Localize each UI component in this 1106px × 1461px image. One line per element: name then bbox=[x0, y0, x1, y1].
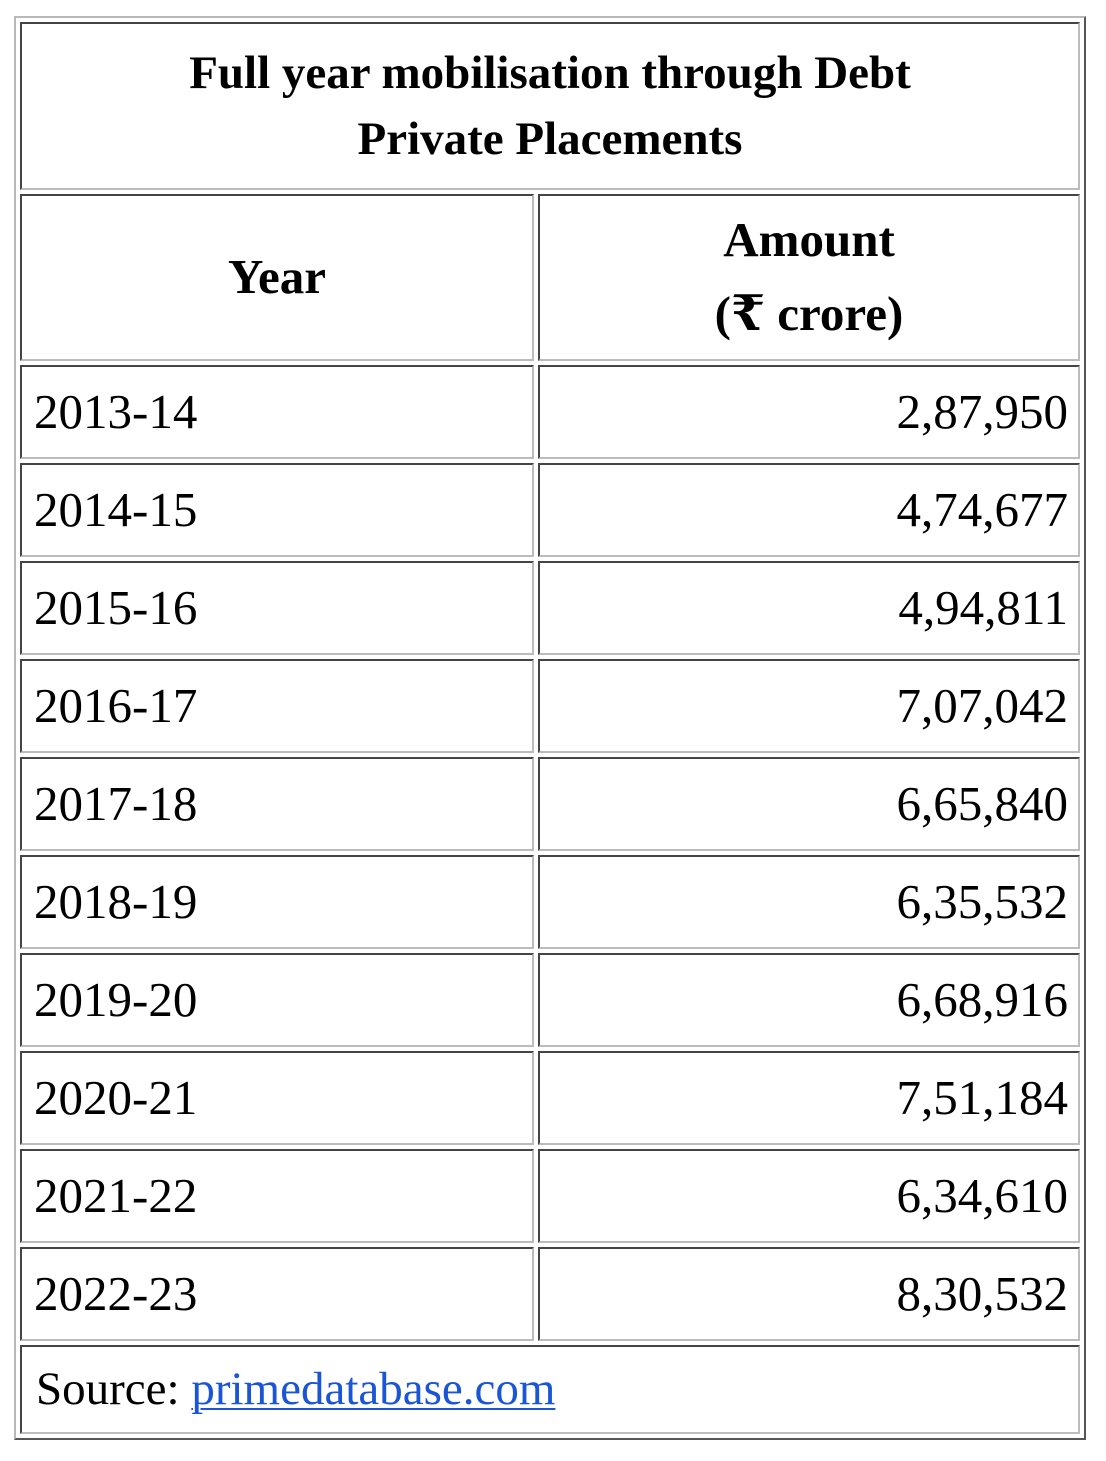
table-row bbox=[20, 1051, 1080, 1145]
table-row bbox=[20, 953, 1080, 1047]
header-amount-line2: (₹ crore) bbox=[714, 286, 904, 342]
amount-cell: 6,65,840 bbox=[538, 757, 1080, 851]
amount-cell: 7,51,184 bbox=[538, 1051, 1080, 1145]
amount-cell: 6,34,610 bbox=[538, 1149, 1080, 1243]
year-cell: 2021-22 bbox=[20, 1149, 534, 1243]
table-title-line1: Full year mobilisation through Debt bbox=[189, 46, 911, 99]
amount-cell: 4,94,811 bbox=[538, 561, 1080, 655]
amount-cell: 6,68,916 bbox=[538, 953, 1080, 1047]
header-amount bbox=[538, 194, 1080, 361]
year-cell: 2017-18 bbox=[20, 757, 534, 851]
table-row bbox=[20, 855, 1080, 949]
amount-cell: 2,87,950 bbox=[538, 365, 1080, 459]
table-row bbox=[20, 659, 1080, 753]
title-row bbox=[20, 22, 1080, 190]
table-row bbox=[20, 561, 1080, 655]
table-row bbox=[20, 365, 1080, 459]
header-year bbox=[20, 194, 534, 361]
year-cell: 2020-21 bbox=[20, 1051, 534, 1145]
header-row bbox=[20, 194, 1080, 361]
mobilisation-table bbox=[14, 16, 1086, 1440]
year-cell: 2018-19 bbox=[20, 855, 534, 949]
table-title-line2: Private Placements bbox=[357, 112, 743, 165]
year-cell: 2013-14 bbox=[20, 365, 534, 459]
table-row bbox=[20, 757, 1080, 851]
table-row bbox=[20, 1247, 1080, 1341]
amount-cell: 8,30,532 bbox=[538, 1247, 1080, 1341]
year-cell: 2015-16 bbox=[20, 561, 534, 655]
year-cell: 2019-20 bbox=[20, 953, 534, 1047]
source-row bbox=[20, 1345, 1080, 1434]
source-note bbox=[20, 1345, 1080, 1434]
header-year-label: Year bbox=[228, 249, 326, 305]
data-table bbox=[16, 18, 1084, 1438]
source-link[interactable]: primedatabase.com bbox=[191, 1363, 556, 1416]
table-row bbox=[20, 463, 1080, 557]
year-cell: 2016-17 bbox=[20, 659, 534, 753]
table-row bbox=[20, 1149, 1080, 1243]
year-cell: 2022-23 bbox=[20, 1247, 534, 1341]
header-amount-line1: Amount bbox=[723, 212, 895, 268]
table-title bbox=[20, 22, 1080, 190]
amount-cell: 6,35,532 bbox=[538, 855, 1080, 949]
source-label: Source: bbox=[36, 1363, 192, 1416]
amount-cell: 4,74,677 bbox=[538, 463, 1080, 557]
amount-cell: 7,07,042 bbox=[538, 659, 1080, 753]
year-cell: 2014-15 bbox=[20, 463, 534, 557]
